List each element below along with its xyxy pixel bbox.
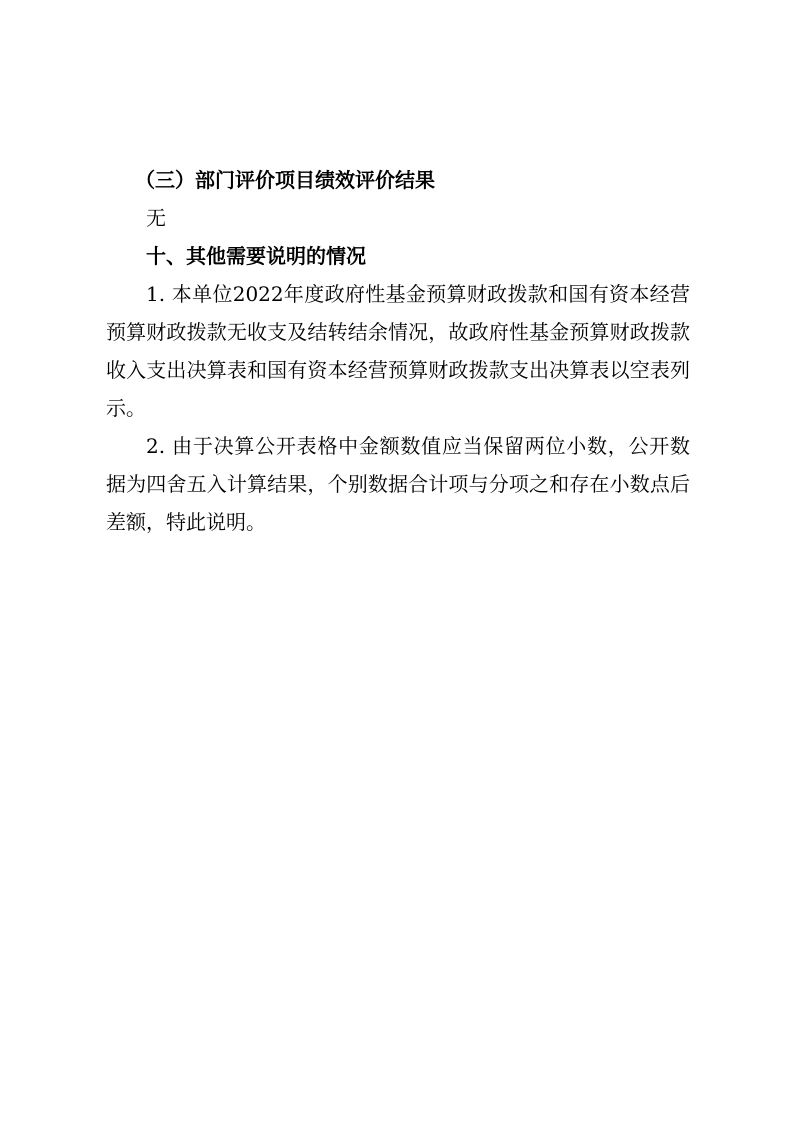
subsection-body: 无 [146,206,166,230]
paragraph-2: 2. 由于决算公开表格中金额数值应当保留两位小数，公开数据为四舍五入计算结果，个别数据合计项与分项之和存在小数点后差额，特此说明。 [106,434,690,534]
paragraph-1: 1. 本单位2022年度政府性基金预算财政拨款和国有资本经营预算财政拨款无收支及结转结余情况，故政府性基金预算财政拨款收入支出决算表和国有资本经营预算财政拨款支出决算表以空表列示。 [106,282,690,420]
document-body [106,161,690,541]
section-heading: 十、其他需要说明的情况 [146,244,366,268]
subsection-heading: （三）部门评价项目绩效评价结果 [135,168,435,192]
